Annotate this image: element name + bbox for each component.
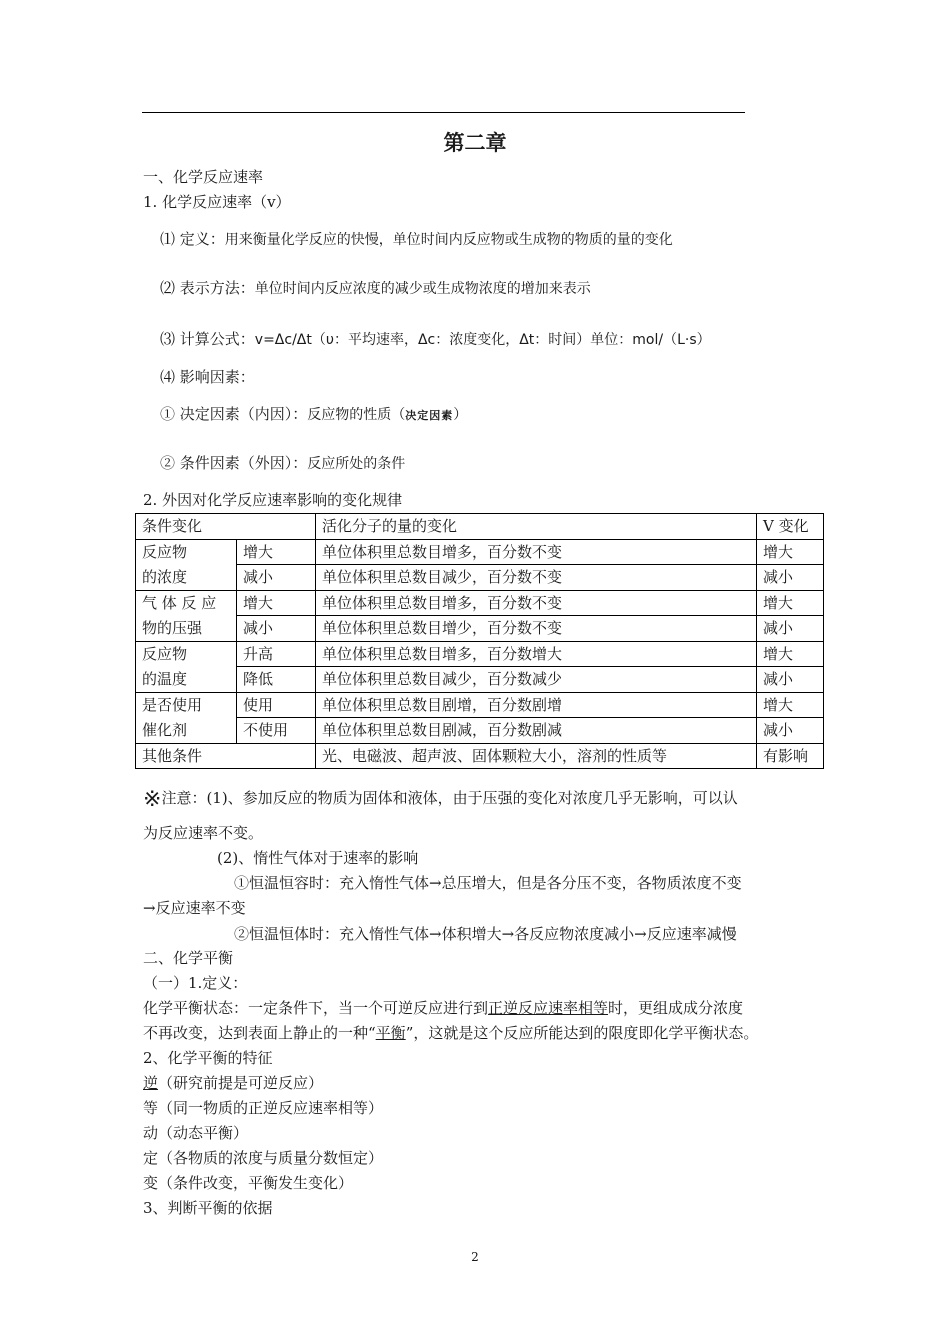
row-v: 减小 bbox=[757, 667, 824, 693]
note-text-1: 注意：(1)、参加反应的物质为固体和液体，由于压强的变化对浓度几乎无影响，可以认 bbox=[161, 789, 738, 807]
def-text-c: 不再改变，达到表面上静止的一种“ bbox=[143, 1024, 376, 1042]
equilibrium-def-line-2 bbox=[143, 1023, 758, 1043]
row-v: 增大 bbox=[757, 641, 824, 667]
def-underline-rate: 正逆反应速率相等 bbox=[488, 999, 609, 1017]
table-row bbox=[136, 565, 824, 591]
row-v: 减小 bbox=[757, 718, 824, 744]
note-line-6: ②恒温恒体时：充入惰性气体→体积增大→各反应物浓度减小→反应速率减慢 bbox=[234, 925, 737, 943]
row-group: 的温度 bbox=[136, 667, 237, 693]
row-effect: 单位体积里总数目剧减，百分数剧减 bbox=[316, 718, 757, 744]
row-change: 增大 bbox=[237, 590, 316, 616]
expression-label: ⑵ 表示方法： bbox=[160, 279, 255, 297]
table-row bbox=[136, 692, 824, 718]
row-effect: 单位体积里总数目增多，百分数增大 bbox=[316, 641, 757, 667]
outer-factor-label: ② 条件因素（外因）： bbox=[160, 454, 308, 472]
row-other-label: 其他条件 bbox=[136, 743, 316, 769]
inner-factor-line bbox=[160, 404, 467, 426]
row-effect: 单位体积里总数目减少，百分数不变 bbox=[316, 565, 757, 591]
section-heading-rate: 一、化学反应速率 bbox=[143, 168, 264, 186]
note-line-2: 为反应速率不变。 bbox=[143, 824, 264, 842]
feature-change: 变（条件改变，平衡发生变化） bbox=[143, 1174, 354, 1192]
row-v: 增大 bbox=[757, 692, 824, 718]
feature-equal: 等（同一物质的正逆反应速率相等） bbox=[143, 1099, 384, 1117]
inner-factor-small: 决定因素 bbox=[405, 409, 454, 422]
row-group: 反应物 bbox=[136, 539, 237, 565]
row-change: 增大 bbox=[237, 539, 316, 565]
row-other-effect: 光、电磁波、超声波、固体颗粒大小，溶剂的性质等 bbox=[316, 743, 757, 769]
header-rule bbox=[142, 112, 745, 113]
row-effect: 单位体积里总数目增多，百分数不变 bbox=[316, 539, 757, 565]
row-v: 增大 bbox=[757, 590, 824, 616]
note-line-1 bbox=[143, 788, 738, 810]
row-group: 物的压强 bbox=[136, 616, 237, 642]
subheading-rules: 2. 外因对化学反应速率影响的变化规律 bbox=[143, 491, 403, 509]
note-line-4: ①恒温恒容时：充入惰性气体→总压增大，但是各分压不变，各物质浓度不变 bbox=[234, 874, 742, 892]
def-text-a: 化学平衡状态：一定条件下，当一个可逆反应进行到 bbox=[143, 999, 489, 1017]
table-row bbox=[136, 539, 824, 565]
outer-factor-text: 反应所处的条件 bbox=[307, 456, 406, 472]
row-change: 减小 bbox=[237, 616, 316, 642]
header-v: V 变化 bbox=[757, 514, 824, 540]
row-effect: 单位体积里总数目增多，百分数不变 bbox=[316, 590, 757, 616]
table-row bbox=[136, 743, 824, 769]
row-group: 反应物 bbox=[136, 641, 237, 667]
row-change: 使用 bbox=[237, 692, 316, 718]
table-row bbox=[136, 667, 824, 693]
row-effect: 单位体积里总数目剧增，百分数剧增 bbox=[316, 692, 757, 718]
feature-reversible-text: （研究前提是可逆反应） bbox=[158, 1074, 324, 1092]
page-number: 2 bbox=[471, 1250, 479, 1264]
chapter-title: 第二章 bbox=[443, 131, 507, 155]
inner-factor-close: ） bbox=[453, 407, 468, 423]
row-change: 降低 bbox=[237, 667, 316, 693]
row-other-v: 有影响 bbox=[757, 743, 824, 769]
section-heading-equilibrium: 二、化学平衡 bbox=[143, 949, 234, 967]
equilibrium-def-heading: （一）1.定义： bbox=[143, 974, 248, 992]
row-v: 减小 bbox=[757, 565, 824, 591]
definition-line bbox=[160, 229, 673, 250]
row-effect: 单位体积里总数目增少，百分数不变 bbox=[316, 616, 757, 642]
formula-text: v=Δc/Δt（υ：平均速率，Δc：浓度变化，Δt：时间）单位：mol/（L·s） bbox=[254, 332, 711, 348]
row-group: 气 体 反 应 bbox=[136, 590, 237, 616]
inner-factor-text: 反应物的性质（ bbox=[307, 407, 406, 423]
row-change: 升高 bbox=[237, 641, 316, 667]
row-effect: 单位体积里总数目减少，百分数减少 bbox=[316, 667, 757, 693]
row-group: 催化剂 bbox=[136, 718, 237, 744]
rate-factors-table bbox=[135, 513, 824, 769]
def-text-b: 时，更组成成分浓度 bbox=[608, 999, 744, 1017]
subheading-rate: 1. 化学反应速率（v） bbox=[143, 193, 291, 211]
feature-dynamic: 动（动态平衡） bbox=[143, 1124, 249, 1142]
def-text-d: ”，这就是这个反应所能达到的限度即化学平衡状态。 bbox=[405, 1024, 759, 1042]
judge-heading: 3、判断平衡的依据 bbox=[143, 1199, 273, 1217]
table-row bbox=[136, 641, 824, 667]
row-v: 减小 bbox=[757, 616, 824, 642]
formula-line bbox=[160, 329, 711, 350]
inner-factor-label: ① 决定因素（内因）： bbox=[160, 405, 308, 423]
feature-constant: 定（各物质的浓度与质量分数恒定） bbox=[143, 1149, 384, 1167]
outer-factor-line bbox=[160, 453, 405, 474]
row-group: 的浓度 bbox=[136, 565, 237, 591]
note-mark: ※ bbox=[143, 787, 162, 812]
table-row bbox=[136, 616, 824, 642]
def-underline-balance: 平衡 bbox=[375, 1024, 406, 1042]
row-change: 减小 bbox=[237, 565, 316, 591]
factors-label: ⑷ 影响因素： bbox=[160, 368, 255, 386]
row-group: 是否使用 bbox=[136, 692, 237, 718]
note-line-5: →反应速率不变 bbox=[143, 899, 246, 917]
table-header-row bbox=[136, 514, 824, 540]
row-change: 不使用 bbox=[237, 718, 316, 744]
definition-label: ⑴ 定义： bbox=[160, 230, 225, 248]
features-heading: 2、化学平衡的特征 bbox=[143, 1049, 273, 1067]
equilibrium-def-line-1 bbox=[143, 998, 743, 1018]
expression-line bbox=[160, 278, 591, 299]
feature-reversible-char: 逆 bbox=[143, 1074, 159, 1092]
note-line-3: (2)、惰性气体对于速率的影响 bbox=[217, 849, 419, 867]
table-row bbox=[136, 590, 824, 616]
table-row bbox=[136, 718, 824, 744]
expression-text: 单位时间内反应浓度的减少或生成物浓度的增加来表示 bbox=[254, 281, 591, 297]
row-v: 增大 bbox=[757, 539, 824, 565]
header-activation: 活化分子的量的变化 bbox=[316, 514, 757, 540]
formula-label: ⑶ 计算公式： bbox=[160, 330, 255, 348]
header-condition: 条件变化 bbox=[136, 514, 316, 540]
feature-reversible bbox=[143, 1073, 323, 1093]
definition-text: 用来衡量化学反应的快慢，单位时间内反应物或生成物的物质的量的变化 bbox=[224, 232, 673, 248]
